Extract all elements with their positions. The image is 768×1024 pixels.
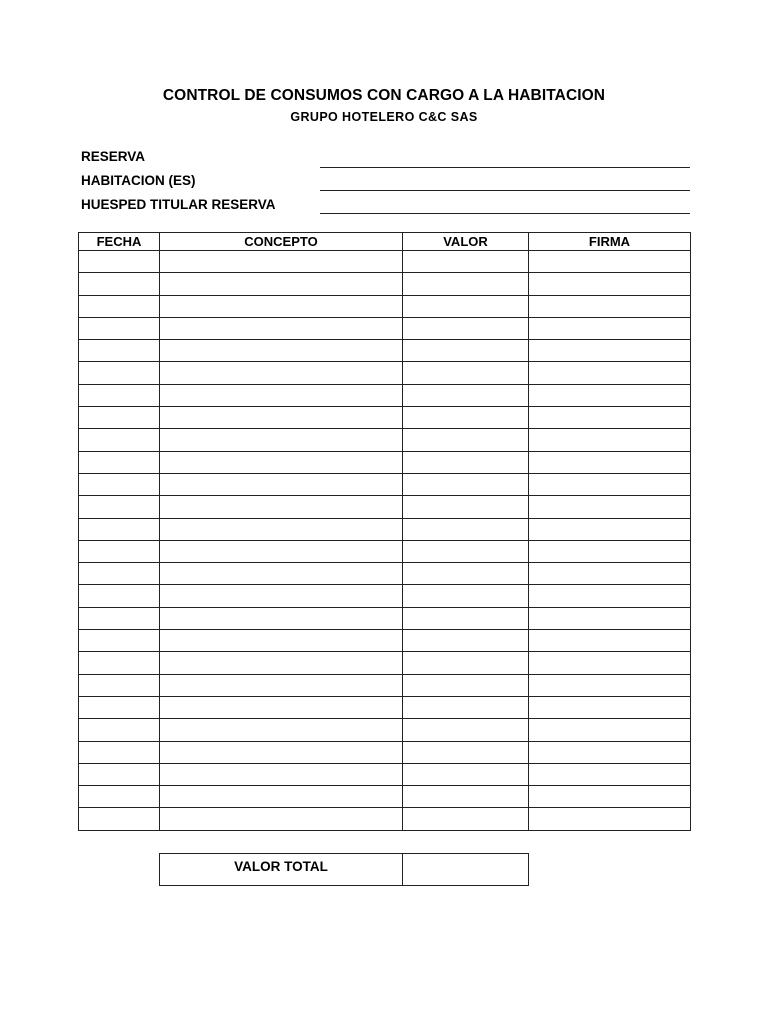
valor-cell[interactable] bbox=[403, 563, 529, 585]
reserva-field[interactable] bbox=[320, 167, 690, 168]
fecha-cell[interactable] bbox=[79, 563, 160, 585]
fecha-cell[interactable] bbox=[79, 273, 160, 295]
table-row bbox=[79, 696, 691, 718]
total-value-cell[interactable] bbox=[403, 854, 529, 886]
concepto-cell[interactable] bbox=[160, 585, 403, 607]
concepto-cell[interactable] bbox=[160, 674, 403, 696]
table-row bbox=[79, 273, 691, 295]
table-row bbox=[79, 295, 691, 317]
firma-cell[interactable] bbox=[529, 340, 691, 362]
huesped-label: HUESPED TITULAR RESERVA bbox=[81, 197, 276, 212]
firma-cell[interactable] bbox=[529, 786, 691, 808]
table-row bbox=[79, 741, 691, 763]
firma-cell[interactable] bbox=[529, 563, 691, 585]
reserva-label: RESERVA bbox=[81, 149, 146, 164]
concepto-cell[interactable] bbox=[160, 451, 403, 473]
firma-cell[interactable] bbox=[529, 407, 691, 429]
fecha-cell[interactable] bbox=[79, 317, 160, 339]
fecha-cell[interactable] bbox=[79, 674, 160, 696]
table-row bbox=[79, 429, 691, 451]
fecha-cell[interactable] bbox=[79, 763, 160, 785]
fecha-cell[interactable] bbox=[79, 741, 160, 763]
valor-cell[interactable] bbox=[403, 607, 529, 629]
valor-cell[interactable] bbox=[403, 407, 529, 429]
valor-cell[interactable] bbox=[403, 317, 529, 339]
valor-cell[interactable] bbox=[403, 518, 529, 540]
table-row bbox=[79, 362, 691, 384]
table-row bbox=[79, 317, 691, 339]
firma-cell[interactable] bbox=[529, 585, 691, 607]
fecha-cell[interactable] bbox=[79, 429, 160, 451]
valor-cell[interactable] bbox=[403, 362, 529, 384]
fecha-cell[interactable] bbox=[79, 719, 160, 741]
firma-cell[interactable] bbox=[529, 607, 691, 629]
concepto-cell[interactable] bbox=[160, 362, 403, 384]
table-row bbox=[79, 251, 691, 273]
valor-cell[interactable] bbox=[403, 429, 529, 451]
fecha-cell[interactable] bbox=[79, 451, 160, 473]
fecha-cell[interactable] bbox=[79, 251, 160, 273]
concepto-cell[interactable] bbox=[160, 808, 403, 830]
fecha-cell[interactable] bbox=[79, 340, 160, 362]
table-row bbox=[79, 473, 691, 495]
concepto-cell[interactable] bbox=[160, 563, 403, 585]
concepto-cell[interactable] bbox=[160, 607, 403, 629]
concepto-cell[interactable] bbox=[160, 518, 403, 540]
concepto-cell[interactable] bbox=[160, 317, 403, 339]
firma-cell[interactable] bbox=[529, 808, 691, 830]
firma-cell[interactable] bbox=[529, 763, 691, 785]
valor-cell[interactable] bbox=[403, 763, 529, 785]
column-header-valor: VALOR bbox=[403, 233, 529, 251]
total-label: VALOR TOTAL bbox=[160, 854, 403, 886]
firma-cell[interactable] bbox=[529, 295, 691, 317]
fecha-cell[interactable] bbox=[79, 540, 160, 562]
concepto-cell[interactable] bbox=[160, 273, 403, 295]
fecha-cell[interactable] bbox=[79, 496, 160, 518]
concepto-cell[interactable] bbox=[160, 496, 403, 518]
valor-cell[interactable] bbox=[403, 295, 529, 317]
fecha-cell[interactable] bbox=[79, 585, 160, 607]
habitacion-label: HABITACION (ES) bbox=[81, 173, 196, 188]
concepto-cell[interactable] bbox=[160, 719, 403, 741]
firma-cell[interactable] bbox=[529, 429, 691, 451]
concepto-cell[interactable] bbox=[160, 384, 403, 406]
valor-cell[interactable] bbox=[403, 719, 529, 741]
valor-cell[interactable] bbox=[403, 652, 529, 674]
table-row bbox=[79, 786, 691, 808]
firma-cell[interactable] bbox=[529, 451, 691, 473]
company-name: GRUPO HOTELERO C&C SAS bbox=[290, 110, 478, 124]
valor-cell[interactable] bbox=[403, 496, 529, 518]
table-row bbox=[79, 674, 691, 696]
concepto-cell[interactable] bbox=[160, 340, 403, 362]
column-header-firma: FIRMA bbox=[529, 233, 691, 251]
fecha-cell[interactable] bbox=[79, 808, 160, 830]
table-row bbox=[79, 407, 691, 429]
valor-cell[interactable] bbox=[403, 273, 529, 295]
table-row bbox=[79, 451, 691, 473]
valor-cell[interactable] bbox=[403, 674, 529, 696]
habitacion-field[interactable] bbox=[320, 190, 690, 191]
firma-cell[interactable] bbox=[529, 540, 691, 562]
firma-cell[interactable] bbox=[529, 696, 691, 718]
table-row bbox=[79, 518, 691, 540]
fecha-cell[interactable] bbox=[79, 652, 160, 674]
concepto-cell[interactable] bbox=[160, 763, 403, 785]
valor-cell[interactable] bbox=[403, 384, 529, 406]
total-table bbox=[159, 853, 529, 886]
fecha-cell[interactable] bbox=[79, 696, 160, 718]
table-body bbox=[79, 251, 691, 831]
table-header-row bbox=[79, 233, 691, 251]
concepto-cell[interactable] bbox=[160, 786, 403, 808]
column-header-fecha: FECHA bbox=[79, 233, 160, 251]
firma-cell[interactable] bbox=[529, 273, 691, 295]
fecha-cell[interactable] bbox=[79, 630, 160, 652]
table-row bbox=[79, 719, 691, 741]
valor-cell[interactable] bbox=[403, 251, 529, 273]
firma-cell[interactable] bbox=[529, 473, 691, 495]
table-row bbox=[79, 585, 691, 607]
total-row bbox=[160, 854, 529, 886]
table-row bbox=[79, 630, 691, 652]
concepto-cell[interactable] bbox=[160, 696, 403, 718]
concepto-cell[interactable] bbox=[160, 741, 403, 763]
fecha-cell[interactable] bbox=[79, 786, 160, 808]
consumption-table bbox=[78, 232, 691, 831]
firma-cell[interactable] bbox=[529, 674, 691, 696]
table-row bbox=[79, 496, 691, 518]
table-row bbox=[79, 563, 691, 585]
firma-cell[interactable] bbox=[529, 496, 691, 518]
firma-cell[interactable] bbox=[529, 518, 691, 540]
concepto-cell[interactable] bbox=[160, 251, 403, 273]
firma-cell[interactable] bbox=[529, 719, 691, 741]
concepto-cell[interactable] bbox=[160, 429, 403, 451]
concepto-cell[interactable] bbox=[160, 473, 403, 495]
table-row bbox=[79, 607, 691, 629]
valor-cell[interactable] bbox=[403, 340, 529, 362]
fecha-cell[interactable] bbox=[79, 607, 160, 629]
firma-cell[interactable] bbox=[529, 362, 691, 384]
table-row bbox=[79, 384, 691, 406]
valor-cell[interactable] bbox=[403, 741, 529, 763]
valor-cell[interactable] bbox=[403, 808, 529, 830]
fecha-cell[interactable] bbox=[79, 473, 160, 495]
table-row bbox=[79, 763, 691, 785]
firma-cell[interactable] bbox=[529, 384, 691, 406]
table-row bbox=[79, 540, 691, 562]
valor-cell[interactable] bbox=[403, 585, 529, 607]
fecha-cell[interactable] bbox=[79, 384, 160, 406]
firma-cell[interactable] bbox=[529, 741, 691, 763]
valor-cell[interactable] bbox=[403, 473, 529, 495]
table-row bbox=[79, 340, 691, 362]
concepto-cell[interactable] bbox=[160, 540, 403, 562]
valor-cell[interactable] bbox=[403, 540, 529, 562]
concepto-cell[interactable] bbox=[160, 295, 403, 317]
firma-cell[interactable] bbox=[529, 652, 691, 674]
fecha-cell[interactable] bbox=[79, 518, 160, 540]
form-title: CONTROL DE CONSUMOS CON CARGO A LA HABITACION bbox=[162, 87, 606, 104]
fecha-cell[interactable] bbox=[79, 362, 160, 384]
concepto-cell[interactable] bbox=[160, 652, 403, 674]
firma-cell[interactable] bbox=[529, 251, 691, 273]
table-row bbox=[79, 808, 691, 830]
concepto-cell[interactable] bbox=[160, 630, 403, 652]
column-header-concepto: CONCEPTO bbox=[160, 233, 403, 251]
fecha-cell[interactable] bbox=[79, 407, 160, 429]
concepto-cell[interactable] bbox=[160, 407, 403, 429]
huesped-field[interactable] bbox=[320, 213, 690, 214]
fecha-cell[interactable] bbox=[79, 295, 160, 317]
valor-cell[interactable] bbox=[403, 786, 529, 808]
valor-cell[interactable] bbox=[403, 451, 529, 473]
valor-cell[interactable] bbox=[403, 696, 529, 718]
table-row bbox=[79, 652, 691, 674]
firma-cell[interactable] bbox=[529, 630, 691, 652]
firma-cell[interactable] bbox=[529, 317, 691, 339]
valor-cell[interactable] bbox=[403, 630, 529, 652]
